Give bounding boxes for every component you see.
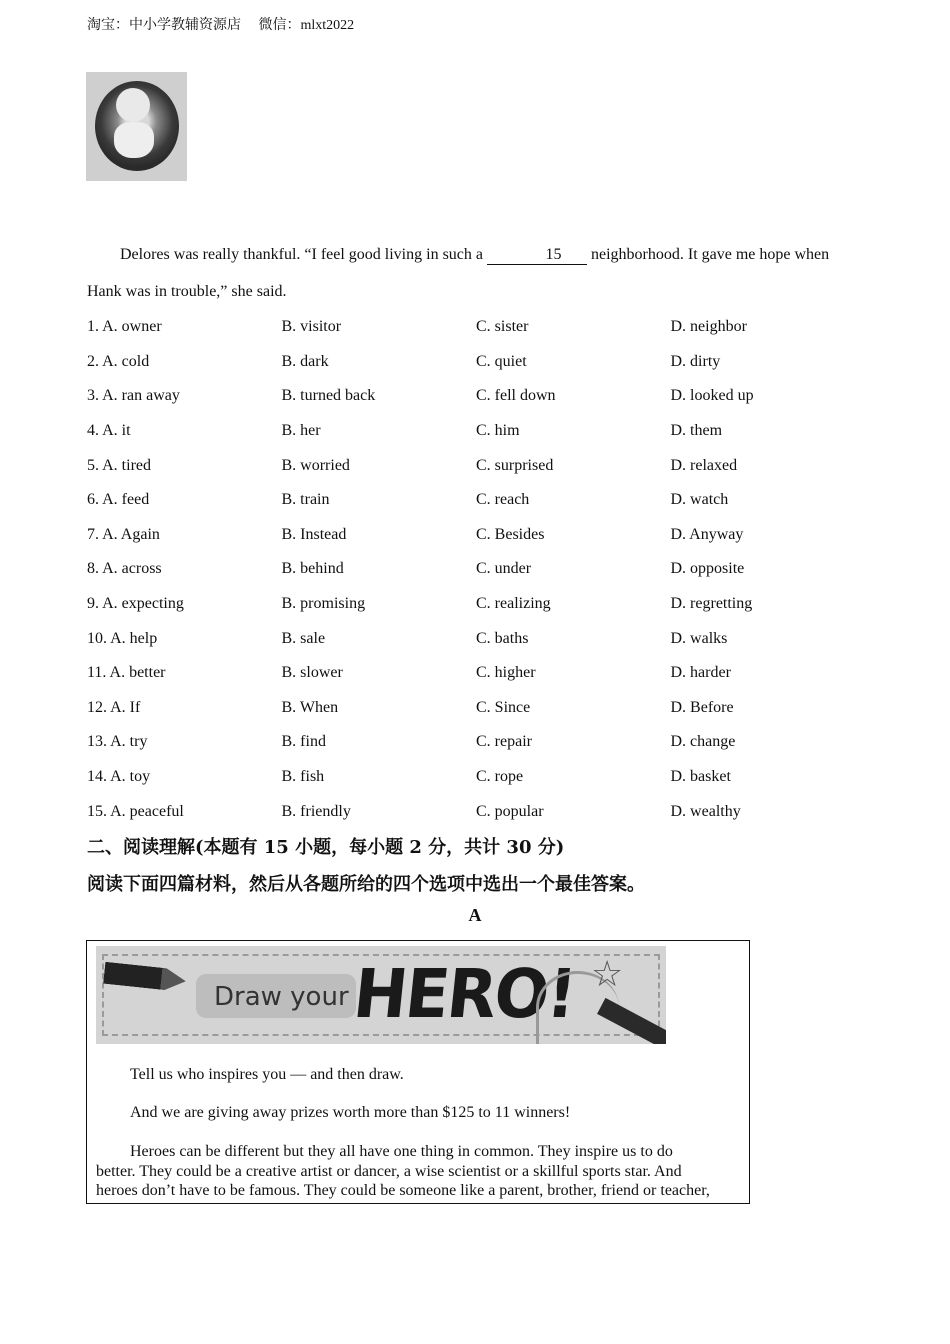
option-b: B. sale: [281, 629, 326, 647]
option-a: 14. A. toy: [87, 768, 151, 786]
option-row: [87, 310, 867, 345]
option-c: C. Besides: [476, 525, 545, 543]
passage-line-1: [87, 236, 867, 273]
option-c: C. repair: [476, 733, 532, 751]
option-b: B. her: [281, 422, 321, 440]
option-b: B. When: [281, 698, 339, 716]
option-row: [87, 518, 867, 553]
option-b: B. dark: [281, 352, 329, 370]
option-d: D. wealthy: [670, 802, 741, 820]
option-d: D. neighbor: [670, 318, 747, 336]
box-paragraph-2: And we are giving away prizes worth more than $125 to 11 winners!: [130, 1104, 571, 1121]
option-row: [87, 483, 867, 518]
option-b: B. fish: [281, 768, 325, 786]
box-paragraph-3: [96, 1142, 736, 1201]
option-row: [87, 587, 867, 622]
hero-banner: [96, 946, 666, 1044]
option-b: B. visitor: [281, 318, 342, 336]
option-a: 15. A. peaceful: [87, 802, 184, 820]
option-c: C. sister: [476, 318, 529, 336]
box-paragraph-3-line-3: heroes don’t have to be famous. They could be someone like a parent, brother, friend or teacher,: [96, 1182, 710, 1199]
option-row: [87, 621, 867, 656]
option-c: C. surprised: [476, 456, 554, 474]
option-a: 8. A. across: [87, 560, 162, 578]
option-a: 7. A. Again: [87, 525, 160, 543]
passage-line-2: Hank was in trouble,” she said.: [87, 283, 287, 300]
option-c: C. popular: [476, 802, 544, 820]
option-a: 13. A. try: [87, 733, 148, 751]
option-a: 9. A. expecting: [87, 595, 184, 613]
option-b: B. turned back: [281, 387, 376, 405]
option-c: C. Since: [476, 698, 531, 716]
option-c: C. rope: [476, 768, 524, 786]
option-d: D. change: [670, 733, 736, 751]
option-d: D. watch: [670, 491, 729, 509]
option-a: 1. A. owner: [87, 318, 162, 336]
option-c: C. him: [476, 422, 520, 440]
box-paragraph-1: Tell us who inspires you — and then draw.: [130, 1066, 404, 1083]
option-a: 2. A. cold: [87, 352, 150, 370]
options-list: [87, 310, 867, 829]
blank-15: 15: [487, 246, 587, 265]
option-c: C. higher: [476, 664, 536, 682]
passage-a-box: [86, 940, 750, 1204]
option-row: [87, 794, 867, 829]
option-a: 5. A. tired: [87, 456, 151, 474]
option-a: 10. A. help: [87, 629, 158, 647]
option-d: D. Before: [670, 698, 734, 716]
star-icon: ☆: [591, 954, 624, 995]
option-d: D. them: [670, 422, 723, 440]
banner-draw-text: Draw your: [214, 982, 349, 1012]
option-b: B. promising: [281, 595, 366, 613]
option-d: D. harder: [670, 664, 731, 682]
option-c: C. quiet: [476, 352, 527, 370]
page-header: [87, 14, 368, 34]
passage-text-before: Delores was really thankful. “I feel good living in such a: [120, 246, 487, 263]
option-d: D. relaxed: [670, 456, 738, 474]
option-row: [87, 379, 867, 414]
passage-label: A: [468, 905, 482, 925]
option-b: B. worried: [281, 456, 350, 474]
option-row: [87, 760, 867, 795]
option-c: C. realizing: [476, 595, 551, 613]
option-b: B. train: [281, 491, 330, 509]
wechat-label: 微信：mlxt2022: [258, 18, 355, 33]
option-row: [87, 414, 867, 449]
option-a: 6. A. feed: [87, 491, 150, 509]
option-d: D. opposite: [670, 560, 745, 578]
option-d: D. dirty: [670, 352, 721, 370]
option-a: 4. A. it: [87, 422, 131, 440]
box-paragraph-3-line-2: better. They could be a creative artist or dancer, a wise scientist or a skillful sports star. And: [96, 1162, 682, 1180]
option-row: [87, 691, 867, 726]
option-d: D. looked up: [670, 387, 754, 405]
option-row: [87, 725, 867, 760]
option-d: D. walks: [670, 629, 728, 647]
photo-face: [116, 88, 150, 122]
option-a: 11. A. better: [87, 664, 166, 682]
option-row: [87, 345, 867, 380]
option-b: B. slower: [281, 664, 343, 682]
option-b: B. Instead: [281, 525, 347, 543]
option-b: B. behind: [281, 560, 344, 578]
option-b: B. find: [281, 733, 326, 751]
option-c: C. fell down: [476, 387, 556, 405]
option-a: 3. A. ran away: [87, 387, 180, 405]
banner-hero-text: HERO!: [349, 956, 579, 1034]
option-c: C. under: [476, 560, 532, 578]
portrait-photo: [86, 72, 187, 181]
shop-label: 淘宝：中小学教辅资源店: [87, 18, 241, 33]
section2-title: 二、阅读理解(本题有 15 小题，每小题 2 分，共计 30 分): [87, 837, 565, 858]
box-paragraph-3-line-1: Heroes can be different but they all have one thing in common. They inspire us to do: [130, 1143, 673, 1160]
photo-dog: [114, 122, 154, 158]
option-row: [87, 552, 867, 587]
option-d: D. Anyway: [670, 525, 744, 543]
option-b: B. friendly: [281, 802, 351, 820]
section2-instruction: 阅读下面四篇材料，然后从各题所给的四个选项中选出一个最佳答案。: [87, 874, 645, 895]
passage-text-after: neighborhood. It gave me hope when: [587, 246, 830, 263]
option-d: D. regretting: [670, 595, 753, 613]
option-c: C. reach: [476, 491, 530, 509]
option-row: [87, 656, 867, 691]
option-a: 12. A. If: [87, 698, 141, 716]
option-d: D. basket: [670, 768, 731, 786]
option-row: [87, 448, 867, 483]
option-c: C. baths: [476, 629, 529, 647]
